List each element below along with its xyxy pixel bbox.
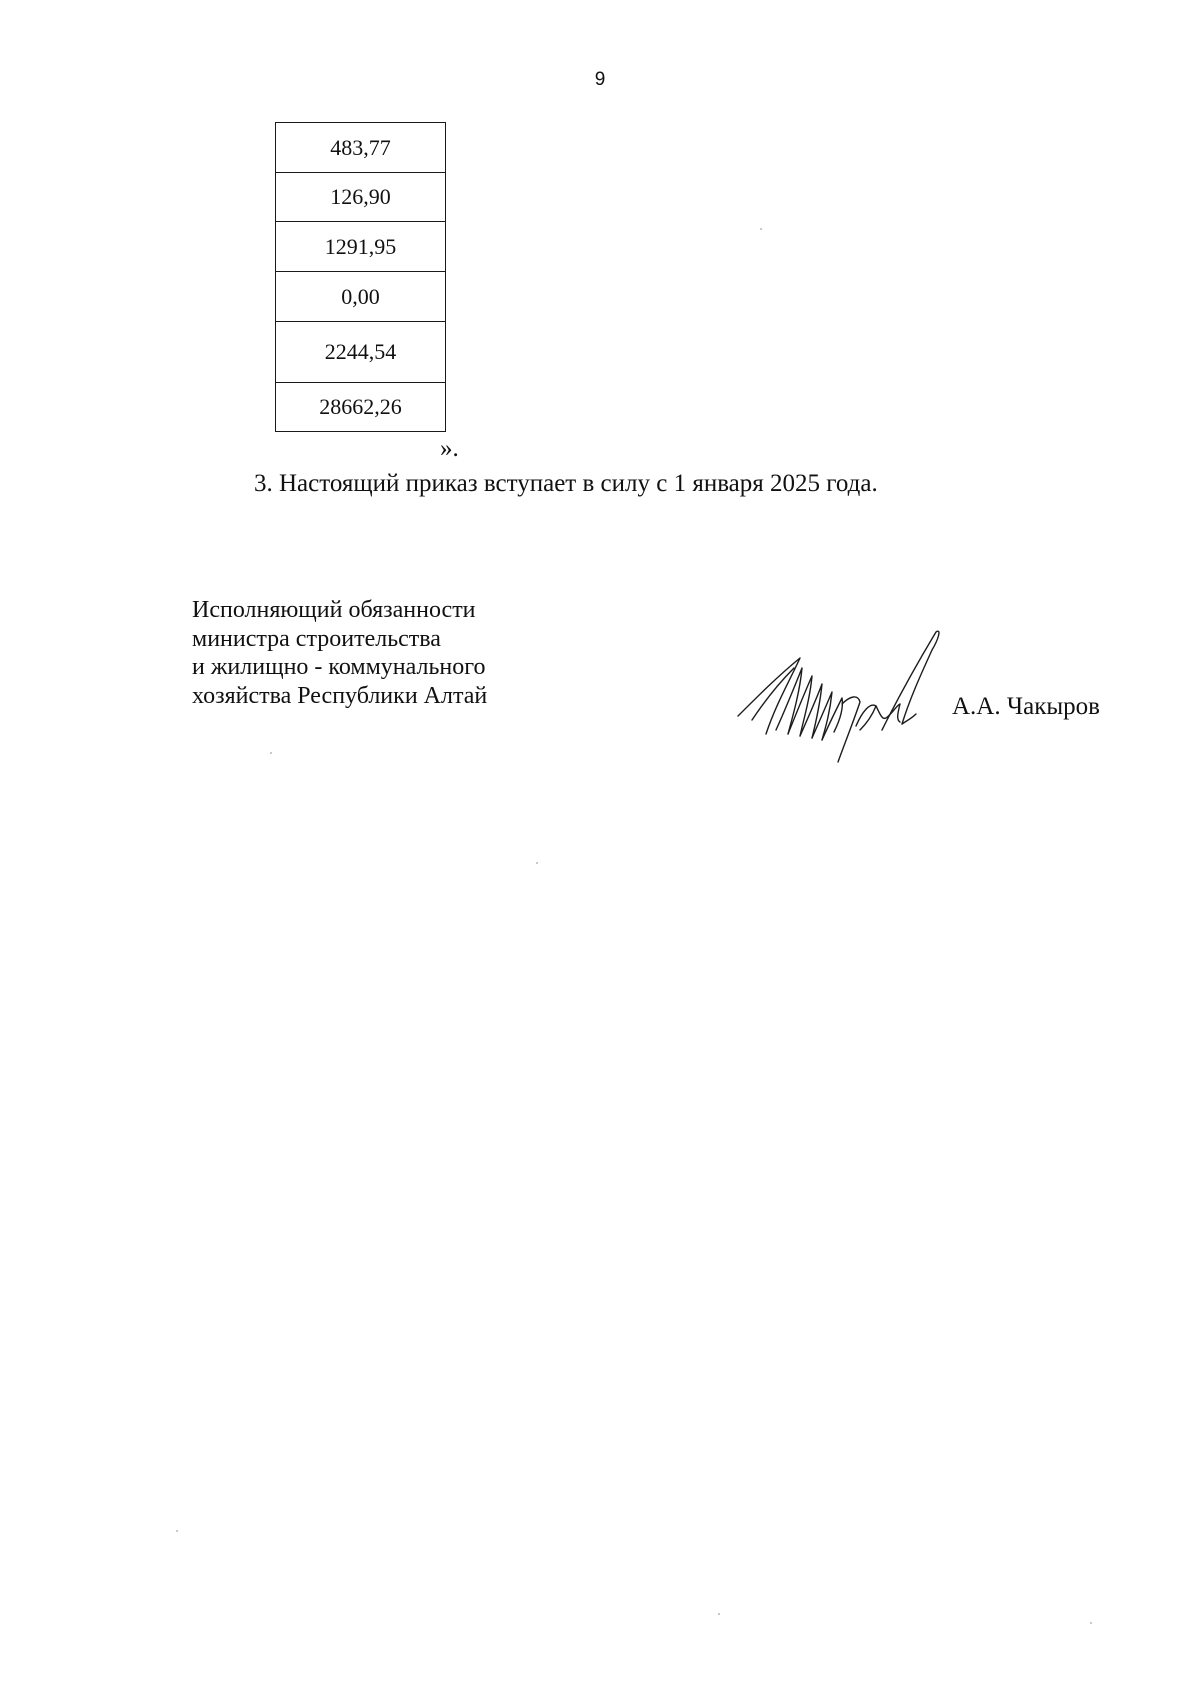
table-cell: 28662,26 — [276, 383, 446, 432]
table-row — [276, 383, 446, 432]
table-row — [276, 123, 446, 173]
table-row — [276, 272, 446, 322]
page-number: 9 — [594, 69, 606, 90]
signatory-title-line: хозяйства Республики Алтай — [192, 682, 488, 709]
signatory-title-line: Исполняющий обязанности — [192, 597, 476, 623]
table-row — [276, 173, 446, 222]
signatory-title — [192, 596, 487, 710]
scan-speck — [536, 862, 538, 864]
table-row — [276, 322, 446, 383]
table-cell: 2244,54 — [276, 322, 446, 383]
signer-name: А.А. Чакыров — [952, 693, 1100, 720]
table-cell: 483,77 — [276, 123, 446, 173]
table-cell: 1291,95 — [276, 222, 446, 272]
scan-speck — [718, 1613, 720, 1615]
handwritten-signature — [730, 628, 960, 768]
table-cell: 126,90 — [276, 173, 446, 222]
scan-speck — [760, 228, 762, 230]
clause-3-text: 3. Настоящий приказ вступает в силу с 1 января 2025 года. — [254, 470, 878, 497]
table-cell: 0,00 — [276, 272, 446, 322]
values-table — [275, 122, 446, 432]
closing-quote: ». — [440, 435, 459, 462]
scan-speck — [270, 752, 272, 754]
signatory-title-line: министра строительства — [192, 625, 441, 652]
signatory-title-line: и жилищно - коммунального — [192, 654, 486, 680]
scan-speck — [1090, 1622, 1092, 1624]
scan-speck — [176, 1530, 178, 1532]
table-row — [276, 222, 446, 272]
